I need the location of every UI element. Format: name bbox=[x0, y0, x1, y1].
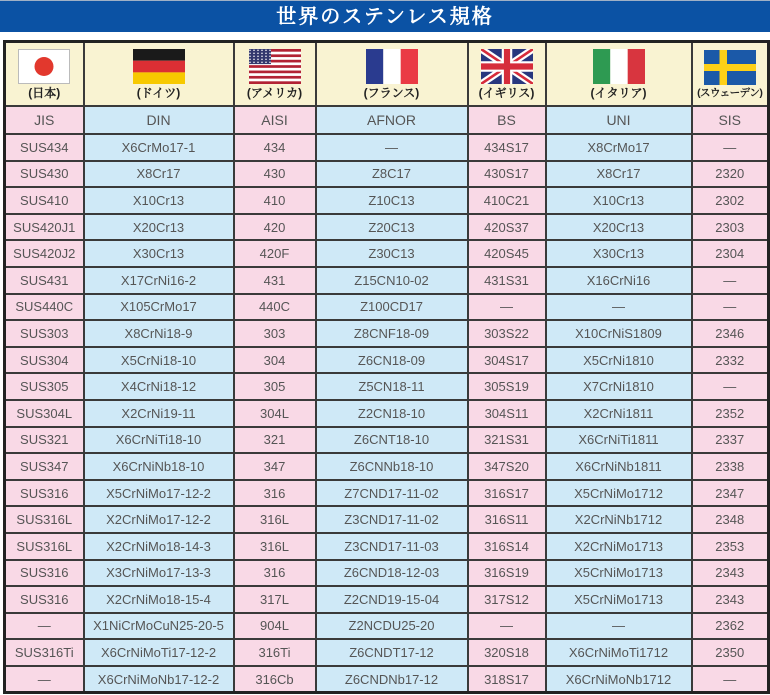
table-cell: 317S12 bbox=[468, 586, 546, 613]
flag-header-row bbox=[5, 42, 769, 107]
flag-cell-italy bbox=[546, 42, 692, 107]
table-cell: 2302 bbox=[692, 187, 769, 214]
table-cell: SUS347 bbox=[5, 453, 84, 480]
table-cell: SUS316 bbox=[5, 586, 84, 613]
table-cell: 316Cb bbox=[234, 666, 316, 693]
table-cell: — bbox=[692, 134, 769, 161]
table-cell: 2352 bbox=[692, 400, 769, 427]
table-cell: X1NiCrMoCuN25-20-5 bbox=[84, 613, 234, 640]
stainless-standards-table-wrap bbox=[3, 40, 767, 694]
table-cell: X5CrNiMo1713 bbox=[546, 586, 692, 613]
table-cell: SUS316 bbox=[5, 560, 84, 587]
table-cell: 2320 bbox=[692, 161, 769, 188]
table-cell: 410C21 bbox=[468, 187, 546, 214]
table-cell: 321S31 bbox=[468, 427, 546, 454]
table-cell: 430 bbox=[234, 161, 316, 188]
table-row bbox=[5, 294, 769, 321]
table-cell: 316S11 bbox=[468, 506, 546, 533]
table-cell: SUS304 bbox=[5, 347, 84, 374]
country-label: (イタリア) bbox=[590, 86, 647, 100]
table-cell: X10Cr13 bbox=[546, 187, 692, 214]
table-cell: Z6CNT18-10 bbox=[316, 427, 468, 454]
table-cell: 316S14 bbox=[468, 533, 546, 560]
table-cell: 316S19 bbox=[468, 560, 546, 587]
table-cell: — bbox=[5, 666, 84, 693]
country-label: (ドイツ) bbox=[136, 86, 181, 100]
table-cell: — bbox=[316, 134, 468, 161]
standard-header-jis: JIS bbox=[5, 106, 84, 134]
table-cell: X20Cr13 bbox=[546, 214, 692, 241]
table-cell: X3CrNiMo17-13-3 bbox=[84, 560, 234, 587]
table-cell: 2343 bbox=[692, 560, 769, 587]
table-cell: 440C bbox=[234, 294, 316, 321]
table-cell: Z2CN18-10 bbox=[316, 400, 468, 427]
table-cell: 410 bbox=[234, 187, 316, 214]
table-cell: 303 bbox=[234, 320, 316, 347]
table-cell: 2337 bbox=[692, 427, 769, 454]
table-cell: 305S19 bbox=[468, 373, 546, 400]
table-cell: 430S17 bbox=[468, 161, 546, 188]
table-row bbox=[5, 613, 769, 640]
table-cell: Z3CND17-11-03 bbox=[316, 533, 468, 560]
table-cell: 2332 bbox=[692, 347, 769, 374]
table-cell: SUS430 bbox=[5, 161, 84, 188]
table-cell: — bbox=[5, 613, 84, 640]
table-cell: X105CrMo17 bbox=[84, 294, 234, 321]
table-cell: 2350 bbox=[692, 639, 769, 666]
table-cell: Z6CNDT17-12 bbox=[316, 639, 468, 666]
table-cell: SUS410 bbox=[5, 187, 84, 214]
flag-cell-uk bbox=[468, 42, 546, 107]
table-cell: 304L bbox=[234, 400, 316, 427]
table-cell: SUS305 bbox=[5, 373, 84, 400]
table-cell: 303S22 bbox=[468, 320, 546, 347]
table-cell: Z8C17 bbox=[316, 161, 468, 188]
table-cell: SUS316Ti bbox=[5, 639, 84, 666]
table-row bbox=[5, 240, 769, 267]
table-cell: 316 bbox=[234, 480, 316, 507]
table-cell: 2347 bbox=[692, 480, 769, 507]
table-cell: 304S11 bbox=[468, 400, 546, 427]
table-cell: X4CrNi18-12 bbox=[84, 373, 234, 400]
table-cell: X6CrNiTi18-10 bbox=[84, 427, 234, 454]
table-cell: Z6CN18-09 bbox=[316, 347, 468, 374]
table-cell: X6CrNiNb18-10 bbox=[84, 453, 234, 480]
table-row bbox=[5, 639, 769, 666]
table-cell: 316L bbox=[234, 533, 316, 560]
table-cell: X17CrNi16-2 bbox=[84, 267, 234, 294]
standard-header-sis: SIS bbox=[692, 106, 769, 134]
table-cell: 320S18 bbox=[468, 639, 546, 666]
table-cell: — bbox=[468, 613, 546, 640]
flag-germany-icon bbox=[133, 49, 185, 84]
table-row bbox=[5, 373, 769, 400]
table-cell: Z20C13 bbox=[316, 214, 468, 241]
flag-cell-usa bbox=[234, 42, 316, 107]
table-row bbox=[5, 533, 769, 560]
table-cell: SUS440C bbox=[5, 294, 84, 321]
table-cell: SUS303 bbox=[5, 320, 84, 347]
table-cell: 347 bbox=[234, 453, 316, 480]
country-label: (アメリカ) bbox=[246, 86, 303, 100]
table-cell: X8Cr17 bbox=[546, 161, 692, 188]
table-cell: X6CrNiMoNb17-12-2 bbox=[84, 666, 234, 693]
standard-header-aisi: AISI bbox=[234, 106, 316, 134]
table-cell: X10CrNiS1809 bbox=[546, 320, 692, 347]
table-cell: 420 bbox=[234, 214, 316, 241]
table-cell: Z10C13 bbox=[316, 187, 468, 214]
table-cell: SUS434 bbox=[5, 134, 84, 161]
table-cell: SUS316L bbox=[5, 533, 84, 560]
flag-cell-france bbox=[316, 42, 468, 107]
flag-japan-icon bbox=[18, 49, 70, 84]
table-cell: — bbox=[546, 294, 692, 321]
table-row bbox=[5, 161, 769, 188]
table-cell: SUS304L bbox=[5, 400, 84, 427]
flag-cell-germany bbox=[84, 42, 234, 107]
table-cell: X30Cr13 bbox=[84, 240, 234, 267]
table-cell: SUS420J1 bbox=[5, 214, 84, 241]
table-cell: — bbox=[692, 267, 769, 294]
table-cell: 317L bbox=[234, 586, 316, 613]
table-row bbox=[5, 453, 769, 480]
table-cell: 2343 bbox=[692, 586, 769, 613]
table-cell: — bbox=[692, 294, 769, 321]
flag-italy-icon bbox=[593, 49, 645, 84]
country-label: (日本) bbox=[28, 86, 61, 100]
flag-uk-icon bbox=[481, 49, 533, 84]
table-cell: Z100CD17 bbox=[316, 294, 468, 321]
table-cell: — bbox=[692, 666, 769, 693]
table-cell: X6CrMo17-1 bbox=[84, 134, 234, 161]
table-cell: 420F bbox=[234, 240, 316, 267]
table-cell: X6CrNiMoTi1712 bbox=[546, 639, 692, 666]
table-cell: 321 bbox=[234, 427, 316, 454]
table-row bbox=[5, 214, 769, 241]
country-label: (イギリス) bbox=[478, 86, 535, 100]
table-row bbox=[5, 134, 769, 161]
table-cell: X20Cr13 bbox=[84, 214, 234, 241]
table-cell: X5CrNi1810 bbox=[546, 347, 692, 374]
table-cell: 2346 bbox=[692, 320, 769, 347]
flag-cell-sweden bbox=[692, 42, 769, 107]
standards-header-row bbox=[5, 106, 769, 134]
table-cell: 420S45 bbox=[468, 240, 546, 267]
table-cell: X30Cr13 bbox=[546, 240, 692, 267]
table-cell: Z8CNF18-09 bbox=[316, 320, 468, 347]
table-cell: — bbox=[468, 294, 546, 321]
table-row bbox=[5, 400, 769, 427]
table-cell: 420S37 bbox=[468, 214, 546, 241]
table-row bbox=[5, 347, 769, 374]
table-cell: 347S20 bbox=[468, 453, 546, 480]
table-row bbox=[5, 560, 769, 587]
table-cell: Z15CN10-02 bbox=[316, 267, 468, 294]
flag-sweden-icon bbox=[704, 50, 756, 85]
standard-header-din: DIN bbox=[84, 106, 234, 134]
table-cell: 305 bbox=[234, 373, 316, 400]
table-cell: X5CrNiMo1712 bbox=[546, 480, 692, 507]
table-cell: X5CrNi18-10 bbox=[84, 347, 234, 374]
table-cell: 434S17 bbox=[468, 134, 546, 161]
table-cell: 434 bbox=[234, 134, 316, 161]
table-cell: SUS316 bbox=[5, 480, 84, 507]
table-cell: SUS321 bbox=[5, 427, 84, 454]
table-cell: 316Ti bbox=[234, 639, 316, 666]
table-row bbox=[5, 187, 769, 214]
table-cell: — bbox=[546, 613, 692, 640]
table-cell: 2338 bbox=[692, 453, 769, 480]
table-cell: Z6CND18-12-03 bbox=[316, 560, 468, 587]
table-cell: 2303 bbox=[692, 214, 769, 241]
table-cell: — bbox=[692, 373, 769, 400]
country-label: (スウェーデン) bbox=[697, 86, 763, 99]
table-cell: Z6CNDNb17-12 bbox=[316, 666, 468, 693]
standard-header-bs: BS bbox=[468, 106, 546, 134]
table-cell: 316L bbox=[234, 506, 316, 533]
table-body bbox=[5, 134, 769, 693]
table-cell: X16CrNi16 bbox=[546, 267, 692, 294]
table-cell: X6CrNiMoTi17-12-2 bbox=[84, 639, 234, 666]
page-title: 世界のステンレス規格 bbox=[276, 5, 494, 28]
table-cell: X2CrNiNb1712 bbox=[546, 506, 692, 533]
table-cell: X2CrNiMo1713 bbox=[546, 533, 692, 560]
table-cell: X6CrNiNb1811 bbox=[546, 453, 692, 480]
table-cell: 904L bbox=[234, 613, 316, 640]
table-cell: 318S17 bbox=[468, 666, 546, 693]
table-cell: X6CrNiTi1811 bbox=[546, 427, 692, 454]
country-label: (フランス) bbox=[363, 86, 420, 100]
table-cell: X2CrNi19-11 bbox=[84, 400, 234, 427]
table-row bbox=[5, 427, 769, 454]
table-cell: Z30C13 bbox=[316, 240, 468, 267]
table-row bbox=[5, 320, 769, 347]
table-row bbox=[5, 267, 769, 294]
table-cell: SUS431 bbox=[5, 267, 84, 294]
table-cell: SUS316L bbox=[5, 506, 84, 533]
flag-usa-icon bbox=[249, 49, 301, 84]
table-cell: Z2NCDU25-20 bbox=[316, 613, 468, 640]
table-cell: X7CrNi1810 bbox=[546, 373, 692, 400]
table-cell: X2CrNiMo18-15-4 bbox=[84, 586, 234, 613]
table-cell: SUS420J2 bbox=[5, 240, 84, 267]
table-cell: Z2CND19-15-04 bbox=[316, 586, 468, 613]
table-cell: 2304 bbox=[692, 240, 769, 267]
table-cell: X5CrNiMo1713 bbox=[546, 560, 692, 587]
flag-france-icon bbox=[366, 49, 418, 84]
table-cell: 304S17 bbox=[468, 347, 546, 374]
table-row bbox=[5, 666, 769, 693]
table-cell: X2CrNiMo18-14-3 bbox=[84, 533, 234, 560]
table-cell: Z7CND17-11-02 bbox=[316, 480, 468, 507]
table-row bbox=[5, 586, 769, 613]
table-cell: X6CrNiMoNb1712 bbox=[546, 666, 692, 693]
table-cell: Z3CND17-11-02 bbox=[316, 506, 468, 533]
flag-cell-japan bbox=[5, 42, 84, 107]
table-cell: X8CrMo17 bbox=[546, 134, 692, 161]
table-cell: X2CrNi1811 bbox=[546, 400, 692, 427]
table-cell: X5CrNiMo17-12-2 bbox=[84, 480, 234, 507]
title-banner bbox=[0, 0, 770, 32]
table-cell: X8CrNi18-9 bbox=[84, 320, 234, 347]
table-cell: 431S31 bbox=[468, 267, 546, 294]
table-cell: 2348 bbox=[692, 506, 769, 533]
table-cell: 304 bbox=[234, 347, 316, 374]
table-row bbox=[5, 480, 769, 507]
table-cell: Z6CNNb18-10 bbox=[316, 453, 468, 480]
table-cell: X10Cr13 bbox=[84, 187, 234, 214]
table-cell: 316 bbox=[234, 560, 316, 587]
table-row bbox=[5, 506, 769, 533]
table-cell: Z5CN18-11 bbox=[316, 373, 468, 400]
table-cell: 2362 bbox=[692, 613, 769, 640]
standard-header-afnor: AFNOR bbox=[316, 106, 468, 134]
table-cell: 316S17 bbox=[468, 480, 546, 507]
table-cell: 431 bbox=[234, 267, 316, 294]
table-cell: 2353 bbox=[692, 533, 769, 560]
table-cell: X8Cr17 bbox=[84, 161, 234, 188]
table-cell: X2CrNiMo17-12-2 bbox=[84, 506, 234, 533]
standard-header-uni: UNI bbox=[546, 106, 692, 134]
stainless-standards-table bbox=[3, 40, 770, 694]
